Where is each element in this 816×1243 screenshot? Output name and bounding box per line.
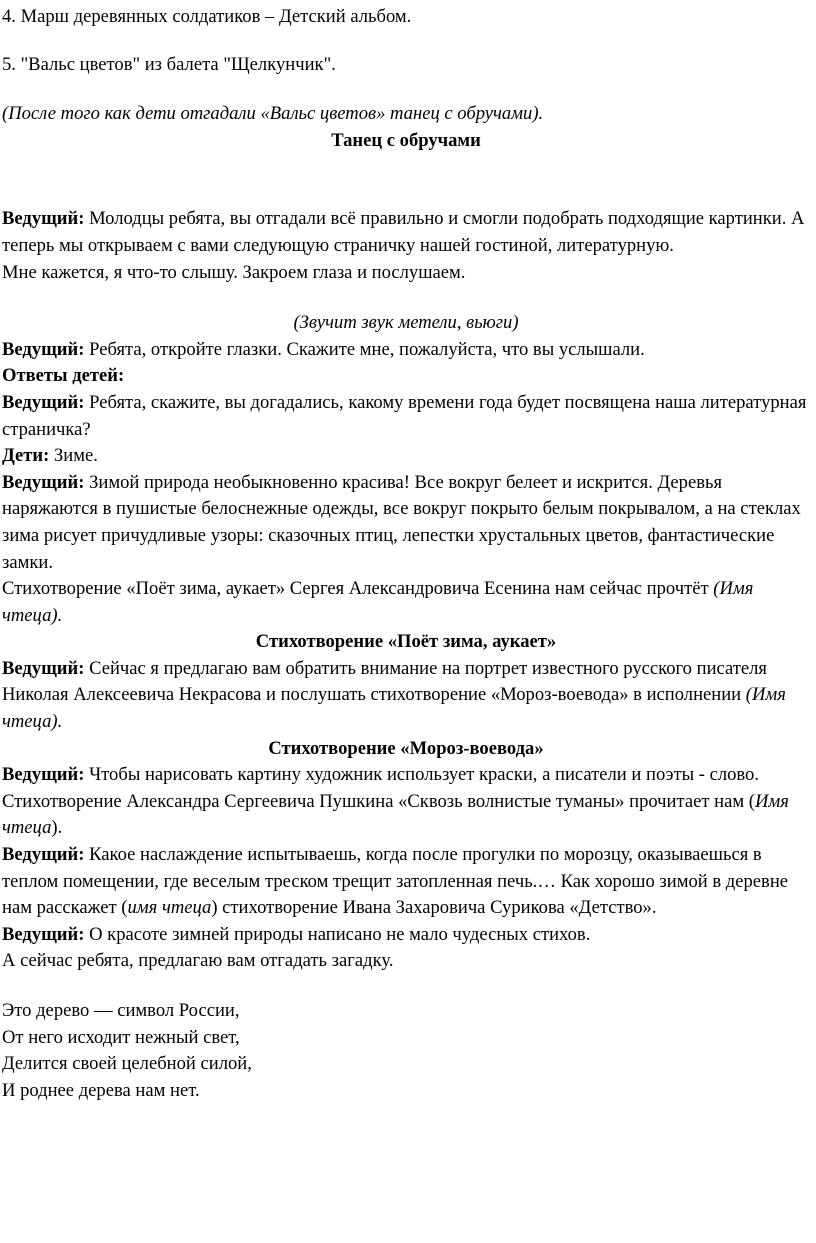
poem-line: И роднее дерева нам нет. bbox=[2, 1079, 200, 1101]
speaker-label: Ведущий: bbox=[2, 338, 85, 360]
paragraph-host-2 bbox=[2, 337, 810, 364]
reader-name: Имя чтеца bbox=[2, 790, 789, 839]
heading-esenin-poem: Стихотворение «Поёт зима, аукает» bbox=[255, 631, 557, 653]
paragraph-text: О красоте зимней природы написано не мало чудесных стихов. bbox=[89, 923, 591, 945]
stage-note-sound: (Звучит звук метели, вьюги) bbox=[293, 312, 519, 334]
paragraph-text: Ребята, скажите, вы догадались, какому времени года будет посвящена наша литературная страничка? bbox=[2, 391, 807, 440]
speaker-label: Ведущий: bbox=[2, 391, 85, 413]
paragraph-text: Зимой природа необыкновенно красива! Все вокруг белеет и искрится. Деревья наряжаются в пушистые белоснежные одежды, все вокруг покрыто белым покрывалом, а на стеклах зима рисует причудливые узоры: сказочных птиц, лепестки хрустальных цветов, фантастические замки. bbox=[2, 471, 801, 573]
paragraph-host-5 bbox=[2, 656, 810, 736]
speaker-label: Ведущий: bbox=[2, 208, 85, 230]
paragraph-text: Ребята, откройте глазки. Скажите мне, пожалуйста, что вы услышали. bbox=[89, 338, 645, 360]
list-item-5: 5. "Вальс цветов" из балета "Щелкунчик". bbox=[2, 53, 336, 75]
paragraph-listen: Мне кажется, я что-то слышу. Закроем глаза и послушаем. bbox=[2, 261, 466, 283]
poem-line: Делится своей целебной силой, bbox=[2, 1053, 252, 1075]
heading-hoop-dance: Танец с обручами bbox=[331, 129, 481, 151]
poem-line: Это дерево — символ России, bbox=[2, 1000, 240, 1021]
paragraph-text: Зиме. bbox=[53, 445, 98, 467]
speaker-label: Ведущий: bbox=[2, 764, 85, 786]
paragraph-text: Молодцы ребята, вы отгадали всё правильно и смогли подобрать подходящие картинки. А теперь мы открываем с вами следующую страничку нашей гостиной, литературную. bbox=[2, 208, 805, 256]
list-item-4: 4. Марш деревянных солдатиков – Детский альбом. bbox=[2, 6, 412, 27]
poem-line: От него исходит нежный свет, bbox=[2, 1026, 240, 1048]
paragraph-text-end: ). bbox=[51, 817, 63, 839]
speaker-label: Ведущий: bbox=[2, 657, 85, 679]
paragraph-host-7 bbox=[2, 842, 810, 922]
reader-name: имя чтеца bbox=[127, 897, 212, 919]
reader-name-note: (Имя чтеца). bbox=[2, 684, 786, 733]
paragraph-children bbox=[2, 443, 810, 470]
stage-note-hoops: (После того как дети отгадали «Вальс цветов» танец с обручами). bbox=[2, 103, 544, 125]
children-answers-label: Ответы детей: bbox=[2, 365, 125, 387]
speaker-label: Ведущий: bbox=[2, 844, 85, 866]
speaker-label: Ведущий: bbox=[2, 923, 85, 945]
paragraph-esenin-intro bbox=[2, 576, 810, 629]
paragraph-text: Стихотворение «Поёт зима, аукает» Сергея Александровича Есенина нам сейчас прочтёт bbox=[2, 578, 709, 600]
paragraph-text: Какое наслаждение испытываешь, когда после прогулки по морозцу, оказываешься в теплом помещении, где веселым треском трещит затопленная печь.… Как хорошо зимой в деревне нам расскажет ( bbox=[2, 844, 789, 919]
paragraph-host-8 bbox=[2, 922, 810, 949]
paragraph-host-3 bbox=[2, 390, 810, 443]
paragraph-host-1 bbox=[2, 206, 810, 259]
paragraph-host-6 bbox=[2, 762, 810, 842]
paragraph-text-end: ) стихотворение Ивана Захаровича Сурикова «Детство». bbox=[211, 897, 657, 919]
speaker-label: Ведущий: bbox=[2, 471, 85, 493]
reader-name-note: (Имя чтеца). bbox=[2, 578, 754, 626]
paragraph-host-4 bbox=[2, 470, 810, 576]
riddle-poem bbox=[2, 998, 810, 1104]
paragraph-text: Сейчас я предлагаю вам обратить внимание на портрет известного русского писателя Николая Алексеевича Некрасова и послушать стихотворение «Мороз-воевода» в исполнении bbox=[2, 657, 767, 706]
heading-nekrasov-poem: Стихотворение «Мороз-воевода» bbox=[268, 737, 544, 759]
paragraph-text: Чтобы нарисовать картину художник использует краски, а писатели и поэты - слово. Стихотворение Александра Сергеевича Пушкина «Сквозь волнистые туманы» прочитает нам ( bbox=[2, 764, 759, 812]
paragraph-riddle-intro: А сейчас ребята, предлагаю вам отгадать загадку. bbox=[2, 950, 394, 972]
speaker-label: Дети: bbox=[2, 445, 50, 467]
